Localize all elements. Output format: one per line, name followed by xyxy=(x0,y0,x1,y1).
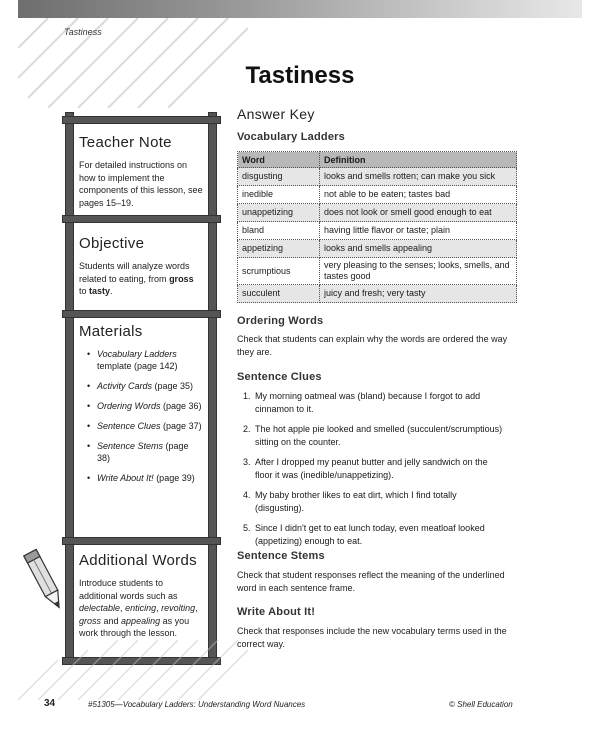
list-item: 4. My baby brother likes to eat dirt, which I find totally (disgusting). xyxy=(243,490,457,513)
objective-to-word: tasty xyxy=(89,286,111,296)
objective-from-word: gross xyxy=(169,273,194,284)
column-header-word: Word xyxy=(238,152,320,168)
ordering-words-heading: Ordering Words xyxy=(237,315,324,327)
list-item: • Activity Cards (page 35) xyxy=(79,380,203,392)
table-row: scrumptious very pleasing to the senses; looks, smells, and tastes good xyxy=(238,258,517,285)
column-header-definition: Definition xyxy=(320,152,517,168)
objective-box xyxy=(74,235,208,298)
teacher-note-box xyxy=(74,134,208,209)
ladder-rung xyxy=(62,116,221,124)
ladder-rung xyxy=(62,310,221,318)
list-item: 3. After I dropped my peanut butter and jelly sandwich on the floor it was (inedible/unappetizing). xyxy=(243,457,488,480)
list-item: • Sentence Clues (page 37) xyxy=(79,420,203,432)
top-banner xyxy=(18,0,582,18)
answer-key-title: Answer Key xyxy=(237,106,315,122)
page-number: 34 xyxy=(44,698,56,709)
sentence-stems-text: Check that student responses reflect the meaning of the underlined word in each sentence frame. xyxy=(237,570,505,593)
ladder-rung xyxy=(62,215,221,223)
additional-words-box xyxy=(74,552,208,640)
materials-box xyxy=(74,323,208,492)
list-item: • Ordering Words (page 36) xyxy=(79,400,203,412)
table-row: unappetizing does not look or smell good enough to eat xyxy=(238,204,517,222)
materials-title: Materials xyxy=(79,323,143,340)
list-item: 2. The hot apple pie looked and smelled (succulent/scrumptious) sitting on the counter. xyxy=(243,424,503,447)
publication-line: #51305—Vocabulary Ladders: Understanding Word Nuances xyxy=(88,700,306,709)
list-item: 5. Since I didn't get to eat lunch today, even meatloaf looked (appetizing) enough to eat. xyxy=(243,523,485,546)
write-about-it-text: Check that responses include the new vocabulary terms used in the correct way. xyxy=(237,626,507,649)
page-title: Tastiness xyxy=(245,62,355,89)
hatch-decoration-bottom xyxy=(18,640,582,700)
sentence-clues-list xyxy=(237,390,507,555)
sentence-stems-heading: Sentence Stems xyxy=(237,550,325,562)
list-item: • Write About It! (page 39) xyxy=(79,472,203,484)
list-item: • Vocabulary Ladders template (page 142) xyxy=(79,348,203,372)
ordering-words-text: Check that students can explain why the words are ordered the way they are. xyxy=(237,334,508,357)
sentence-clues-heading: Sentence Clues xyxy=(237,371,322,383)
materials-list xyxy=(79,348,203,484)
teacher-note-text: For detailed instructions on how to implement the components of this lesson, see pages 15–19. xyxy=(79,160,203,208)
vocabulary-table xyxy=(237,151,517,303)
table-row: succulent juicy and fresh; very tasty xyxy=(238,285,517,303)
list-item: 1. My morning oatmeal was (bland) because I forgot to add cinnamon to it. xyxy=(243,391,481,414)
ladder-rung xyxy=(62,537,221,545)
write-about-it-heading: Write About It! xyxy=(237,606,316,618)
table-row: bland having little flavor or taste; plain xyxy=(238,222,517,240)
list-item: • Sentence Stems (page 38) xyxy=(79,440,203,464)
pencil-icon xyxy=(20,545,70,617)
table-row: inedible not able to be eaten; tastes bad xyxy=(238,186,517,204)
ladder-rail-right xyxy=(208,112,217,664)
objective-title: Objective xyxy=(79,235,145,252)
vocabulary-ladders-heading: Vocabulary Ladders xyxy=(237,131,345,143)
additional-words-text: Introduce students to additional words such as delectable, enticing, revolting, gross and appealing as you work through the lesson. xyxy=(79,578,198,638)
table-row: disgusting looks and smells rotten; can make you sick xyxy=(238,168,517,186)
section-tag: Tastiness xyxy=(64,27,102,37)
table-header-row xyxy=(238,152,517,168)
table-row: appetizing looks and smells appealing xyxy=(238,240,517,258)
teacher-note-title: Teacher Note xyxy=(79,134,172,151)
objective-text: Students will analyze words related to eating, from gross to tasty. xyxy=(79,261,194,296)
additional-words-title: Additional Words xyxy=(79,552,197,569)
publisher-line: © Shell Education xyxy=(449,700,513,709)
